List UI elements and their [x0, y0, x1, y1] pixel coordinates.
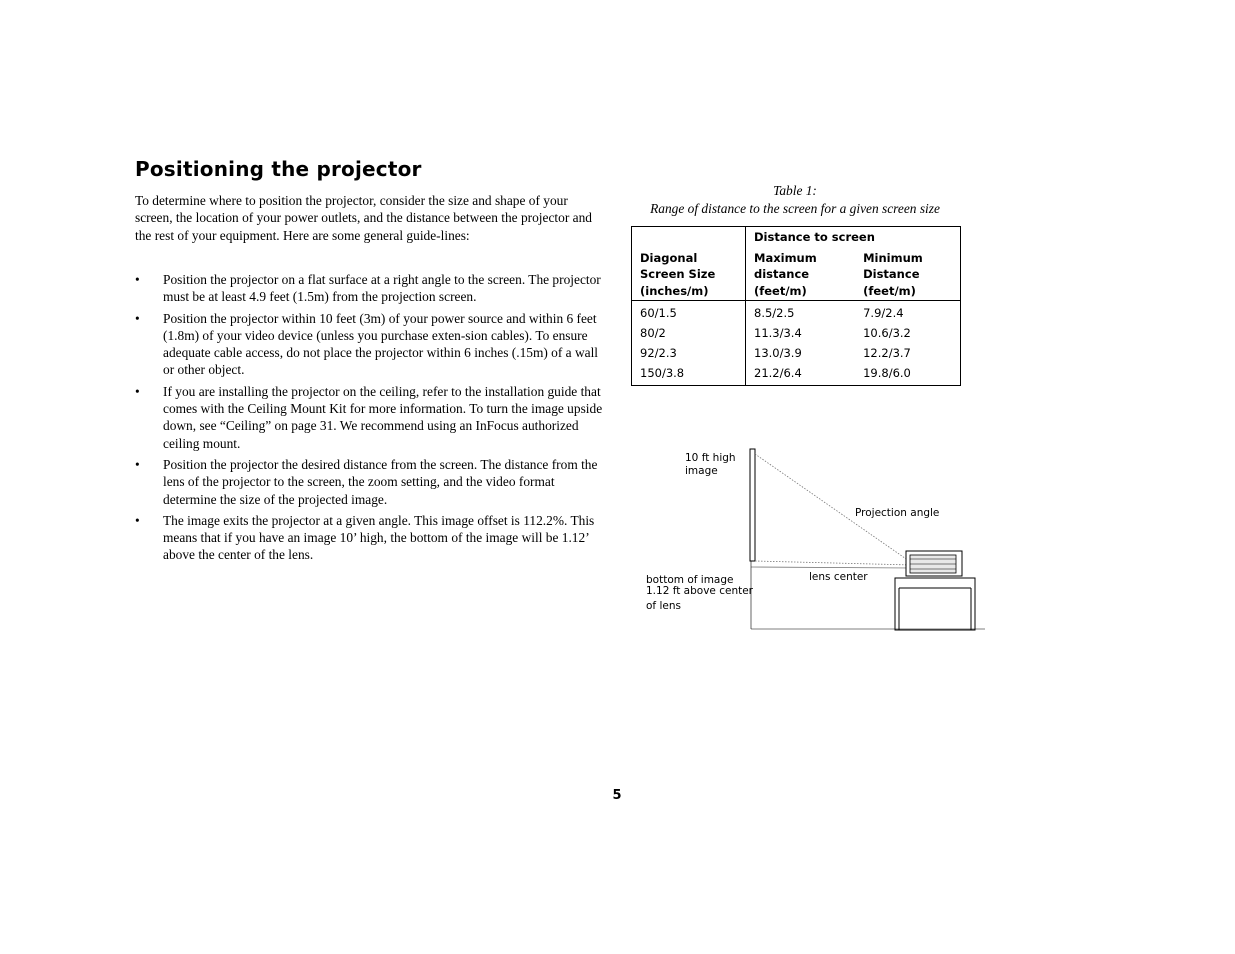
table-header-row: [632, 250, 961, 301]
lens-center-label: lens center: [809, 571, 868, 583]
table-cell: 11.3/3.4: [754, 325, 802, 340]
bottom-of-image-label: 1.12 ft above center: [646, 585, 753, 597]
list-item: [135, 456, 605, 508]
table-caption-text: Range of distance to the screen for a given screen size: [650, 200, 940, 216]
table-cell: 92/2.3: [632, 343, 746, 363]
projection-angle-label: Projection angle: [855, 507, 940, 519]
table-row: [632, 363, 961, 386]
bullet-icon: •: [135, 456, 140, 472]
list-item-text: If you are installing the projector on the ceiling, refer to the installation guide that comes with the Ceiling Mount Kit for more information. To turn the image upside down, see “Ceiling” on page 31. We recommend using an InFocus authorized ceiling mount.: [163, 383, 603, 451]
list-item: [135, 271, 605, 306]
table-group-header: Distance to screen: [754, 230, 875, 244]
intro-paragraph: To determine where to position the projector, consider the size and shape of your screen, the location of your power outlets, and the distance between the projector and the rest of your equipment. Here are some general guide-lines:: [135, 193, 592, 243]
header-line: Minimum: [863, 250, 923, 265]
distance-table: [631, 226, 961, 386]
table-header-maximum-distance: [746, 250, 856, 301]
header-line: distance: [754, 267, 810, 281]
list-item: [135, 383, 605, 452]
list-item-text: Position the projector within 10 feet (3m) of your power source and within 6 feet (1.8m) of your video device (unless you purchase exten-sion cables). To ensure adequate cable access, do not place the projector within 6 inches (.15m) of a wall or other object.: [163, 310, 599, 378]
table-group-header-row: [632, 227, 961, 250]
table-row: [632, 343, 961, 363]
table-header-empty: [632, 227, 746, 250]
table-cell: 8.5/2.5: [754, 305, 795, 320]
table-row: [632, 323, 961, 343]
list-item-text: The image exits the projector at a given angle. This image offset is 112.2%. This means that if you have an image 10’ high, the bottom of the image will be 1.12’ above the center of the lens.: [163, 512, 595, 563]
header-line: Distance: [863, 267, 920, 281]
header-line: (feet/m): [863, 283, 916, 298]
table-stand-icon: [895, 578, 975, 630]
bullet-icon: •: [135, 383, 140, 399]
table-cell: 7.9/2.4: [863, 305, 904, 320]
page-title: Positioning the projector: [135, 157, 422, 181]
table-row: [632, 301, 961, 324]
bullet-icon: •: [135, 272, 140, 287]
list-item-text: Position the projector on a flat surface at a right angle to the screen. The projector must be at least 4.9 feet (1.5m) from the projection screen.: [163, 272, 601, 305]
projection-ray-bottom: [755, 561, 912, 565]
table-cell: 80/2: [632, 323, 746, 343]
bullet-icon: •: [135, 310, 140, 326]
table-cell: 12.2/3.7: [863, 345, 911, 360]
header-line: Maximum: [754, 250, 817, 265]
list-item-text: Position the projector the desired distance from the screen. The distance from the lens of the projector to the screen, the zoom setting, and the video format determine the size of the projected image.: [163, 456, 598, 507]
projection-screen: [750, 449, 755, 561]
table-cell: 150/3.8: [632, 363, 746, 386]
projector-icon: [906, 551, 962, 576]
projection-diagram: [640, 440, 1000, 640]
bullet-icon: •: [135, 512, 140, 528]
table-caption: [600, 182, 990, 217]
bottom-of-image-label: bottom of image: [646, 574, 734, 586]
guidelines-list: [135, 271, 605, 568]
table-header-screen-size: [632, 250, 746, 301]
table-cell: 21.2/6.4: [754, 365, 802, 380]
page-number: 5: [612, 788, 622, 803]
bottom-of-image-label: of lens: [646, 600, 681, 612]
table-cell: 60/1.5: [632, 301, 746, 324]
image-height-label: image: [685, 465, 718, 477]
list-item: [135, 512, 605, 564]
table-header-minimum-distance: [855, 250, 960, 301]
header-line: (feet/m): [754, 283, 807, 298]
list-item: [135, 310, 605, 379]
image-height-label: 10 ft high: [685, 452, 736, 464]
header-line: Diagonal: [640, 250, 698, 265]
header-line: Screen Size: [640, 267, 716, 281]
header-line: (inches/m): [640, 283, 709, 298]
table-cell: 13.0/3.9: [754, 345, 802, 360]
lens-center-line: [751, 567, 912, 568]
table-caption-label: Table 1:: [773, 183, 817, 198]
table-cell: 10.6/3.2: [863, 325, 911, 340]
table-cell: 19.8/6.0: [863, 365, 911, 380]
